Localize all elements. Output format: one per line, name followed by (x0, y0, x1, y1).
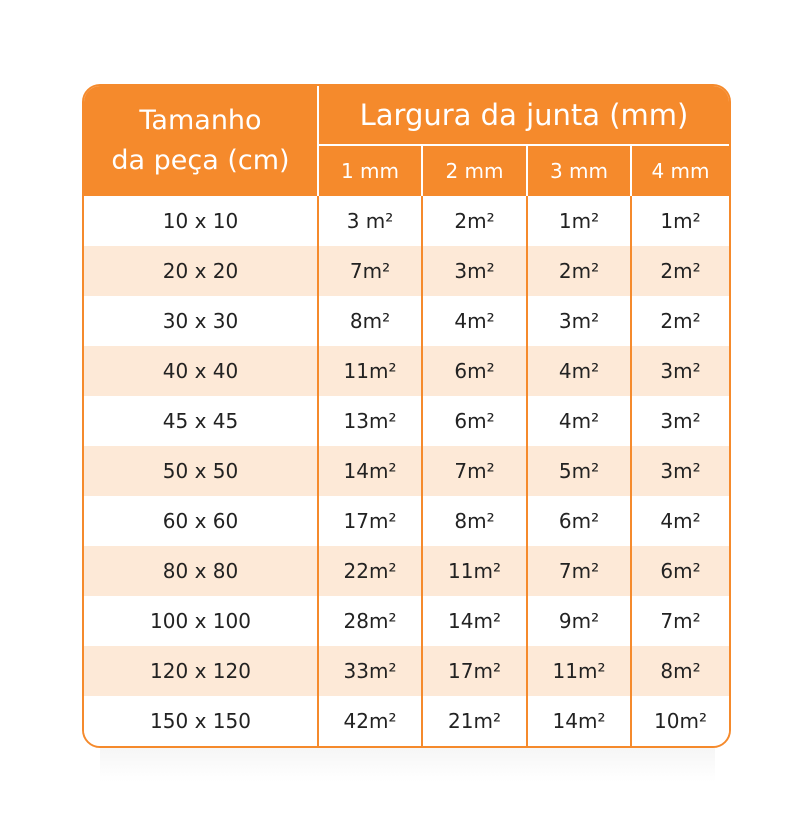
joint-width-header: Largura da junta (mm) (318, 86, 729, 145)
coverage-cell: 3m² (631, 346, 729, 396)
coverage-cell: 8m² (422, 496, 527, 546)
coverage-cell: 3m² (422, 246, 527, 296)
coverage-cell: 10m² (631, 696, 729, 746)
coverage-cell: 4m² (631, 496, 729, 546)
tile-size-cell: 120 x 120 (84, 646, 318, 696)
coverage-cell: 2m² (631, 296, 729, 346)
table-row (84, 646, 729, 696)
coverage-cell: 2m² (631, 246, 729, 296)
tile-size-header-line1: Tamanho (139, 105, 262, 136)
coverage-cell: 6m² (422, 346, 527, 396)
coverage-cell: 9m² (527, 596, 631, 646)
coverage-cell: 6m² (631, 546, 729, 596)
coverage-cell: 3m² (631, 396, 729, 446)
coverage-cell: 1m² (527, 196, 631, 246)
coverage-cell: 8m² (631, 646, 729, 696)
coverage-cell: 3 m² (318, 196, 422, 246)
table-row (84, 446, 729, 496)
coverage-cell: 3m² (527, 296, 631, 346)
tile-size-cell: 50 x 50 (84, 446, 318, 496)
tile-size-cell: 10 x 10 (84, 196, 318, 246)
table-row (84, 546, 729, 596)
grout-coverage-table (84, 86, 729, 746)
coverage-cell: 2m² (527, 246, 631, 296)
tile-size-cell: 45 x 45 (84, 396, 318, 446)
coverage-cell: 42m² (318, 696, 422, 746)
coverage-cell: 4m² (422, 296, 527, 346)
coverage-cell: 11m² (527, 646, 631, 696)
coverage-cell: 11m² (422, 546, 527, 596)
table-row (84, 696, 729, 746)
table-header (84, 86, 729, 196)
tile-size-cell: 20 x 20 (84, 246, 318, 296)
coverage-cell: 6m² (422, 396, 527, 446)
coverage-cell: 22m² (318, 546, 422, 596)
coverage-cell: 14m² (318, 446, 422, 496)
coverage-cell: 2m² (422, 196, 527, 246)
coverage-cell: 21m² (422, 696, 527, 746)
tile-size-cell: 150 x 150 (84, 696, 318, 746)
coverage-cell: 17m² (318, 496, 422, 546)
coverage-cell: 7m² (318, 246, 422, 296)
width-2mm-header: 2 mm (422, 145, 527, 196)
width-4mm-header: 4 mm (631, 145, 729, 196)
width-3mm-header: 3 mm (527, 145, 631, 196)
coverage-cell: 4m² (527, 396, 631, 446)
table-body (84, 196, 729, 746)
table-row (84, 296, 729, 346)
grout-table-card (82, 84, 731, 748)
coverage-cell: 11m² (318, 346, 422, 396)
tile-size-cell: 30 x 30 (84, 296, 318, 346)
coverage-cell: 14m² (422, 596, 527, 646)
coverage-cell: 14m² (527, 696, 631, 746)
tile-size-cell: 40 x 40 (84, 346, 318, 396)
tile-size-cell: 100 x 100 (84, 596, 318, 646)
table-row (84, 196, 729, 246)
coverage-cell: 7m² (631, 596, 729, 646)
tile-size-cell: 60 x 60 (84, 496, 318, 546)
table-row (84, 396, 729, 446)
coverage-cell: 28m² (318, 596, 422, 646)
coverage-cell: 4m² (527, 346, 631, 396)
table-row (84, 596, 729, 646)
tile-size-header-line2: da peça (cm) (111, 145, 290, 176)
coverage-cell: 3m² (631, 446, 729, 496)
coverage-cell: 7m² (422, 446, 527, 496)
coverage-cell: 1m² (631, 196, 729, 246)
width-1mm-header: 1 mm (318, 145, 422, 196)
coverage-cell: 7m² (527, 546, 631, 596)
table-row (84, 346, 729, 396)
coverage-cell: 5m² (527, 446, 631, 496)
tile-size-cell: 80 x 80 (84, 546, 318, 596)
table-row (84, 496, 729, 546)
coverage-cell: 17m² (422, 646, 527, 696)
table-row (84, 246, 729, 296)
coverage-cell: 8m² (318, 296, 422, 346)
table-shadow (100, 748, 715, 782)
coverage-cell: 13m² (318, 396, 422, 446)
tile-size-header (84, 86, 318, 196)
coverage-cell: 6m² (527, 496, 631, 546)
coverage-cell: 33m² (318, 646, 422, 696)
